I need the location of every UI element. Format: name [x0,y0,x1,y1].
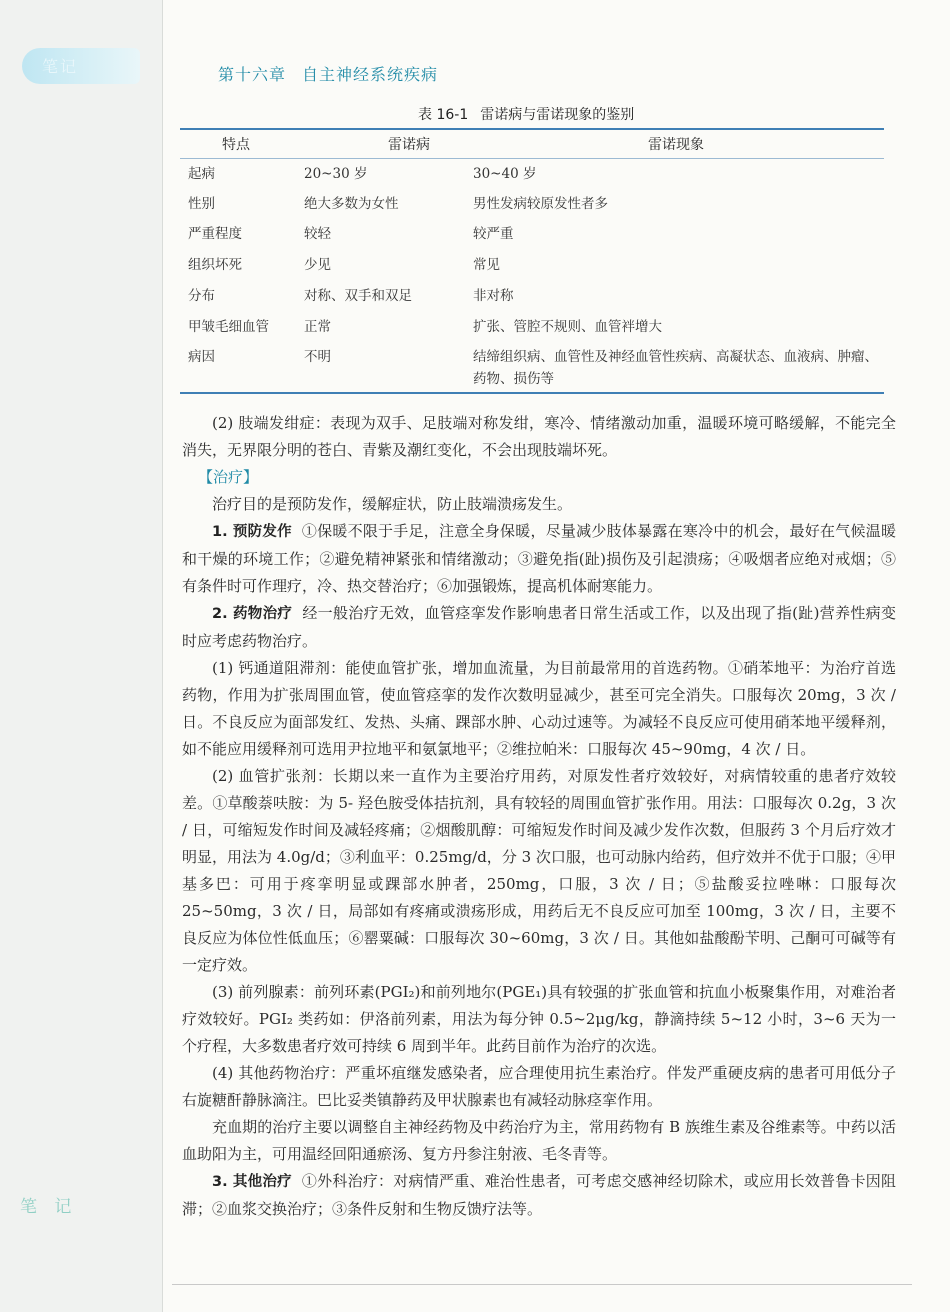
chapter-title: 自主神经系统疾病 [302,65,439,84]
table-cell: 正常 [304,319,331,335]
table-cell: 非对称 [473,288,514,304]
table-caption [418,104,634,124]
paragraph [182,1168,896,1223]
table-cell: 扩张、管腔不规则、血管袢增大 [473,319,662,335]
paragraph [182,518,896,600]
table-number: 表 16-1 [418,107,469,123]
table-cell: 组织坏死 [188,257,242,273]
table-header-rule [180,158,884,159]
table-cell: 较轻 [304,226,331,242]
table-cell: 常见 [473,257,500,273]
table-cell: 20~30 岁 [304,166,368,182]
margin-note-tab-label: 笔记 [42,57,79,76]
paragraph-text: 经一般治疗无效，血管痉挛发作影响患者日常生活或工作，以及出现了指(趾)营养性病变时应考虑药物治疗。 [182,604,896,650]
page-bottom-rule [172,1284,912,1285]
table-cell: 不明 [304,349,331,365]
paragraph-text: ①保暖不限于手足，注意全身保暖，尽量减少肢体暴露在寒冷中的机会，最好在气候温暖和干燥的环境工作；②避免精神紧张和情绪激动；③避免指(趾)损伤及引起溃疡；④吸烟者应绝对戒烟；⑤有条件时可作理疗，冷、热交替治疗；⑥加强锻炼，提高机体耐寒能力。 [182,522,896,595]
subheading-prevention: 1. 预防发作 [212,524,292,540]
paragraph: (4) 其他药物治疗：严重坏疽继发感染者，应合理使用抗生素治疗。伴发严重硬皮病的患者可用低分子右旋糖酐静脉滴注。巴比妥类镇静药及甲状腺素也有减轻动脉痉挛作用。 [182,1064,896,1109]
paragraph: 治疗目的是预防发作，缓解症状，防止肢端溃疡发生。 [212,495,573,513]
table-cell: 结缔组织病、血管性及神经血管性疾病、高凝状态、血液病、肿瘤、药物、损伤等 [473,349,878,387]
paragraph: (1) 钙通道阻滞剂：能使血管扩张，增加血流量，为目前最常用的首选药物。①硝苯地平：为治疗首选药物，作用为扩张周围血管，使血管痉挛的发作次数明显减少，甚至可完全消失。口服每次 20mg，3 次 / 日。不良反应为面部发红、发热、头痛、踝部水肿、心动过速等。为减轻不良反应可使用硝苯地平缓释剂，如不能应用缓释剂可选用尹拉地平和氨氯地平；②维拉帕米：口服每次 45~90mg，4 次 / 日。 [182,659,896,758]
table-bottom-rule [180,392,884,394]
table-cell: 起病 [188,166,215,182]
paragraph [182,600,896,655]
table-header-raynaud-disease: 雷诺病 [388,137,430,153]
table-cell: 分布 [188,288,215,304]
paragraph-text: ①外科治疗：对病情严重、难治性患者，可考虑交感神经切除术，或应用长效普鲁卡因阻滞；②血浆交换治疗；③条件反射和生物反馈疗法等。 [182,1172,896,1218]
paragraph: 充血期的治疗主要以调整自主神经药物及中药治疗为主，常用药物有 B 族维生素及谷维素等。中药以活血助阳为主，可用温经回阳通瘀汤、复方丹参注射液、毛冬青等。 [182,1118,896,1163]
subheading-other-therapy: 3. 其他治疗 [212,1174,292,1190]
chapter-number: 第十六章 [218,65,287,84]
paragraph: (2) 血管扩张剂：长期以来一直作为主要治疗用药，对原发性者疗效较好，对病情较重的患者疗效较差。①草酸萘呋胺：为 5- 羟色胺受体拮抗剂，具有较轻的周围血管扩张作用。用法：口服每次 0.2g，3 次 / 日，可缩短发作时间及减轻疼痛；②烟酸肌醇：可缩短发作时间及减少发作次数，但服药 3 个月后疗效才明显，用法为 4.0g/d；③利血平：0.25mg/d，分 3 次口服，也可动脉内给药，但疗效并不优于口服；④甲基多巴：可用于疼挛明显或踝部水肿者，250mg，口服，3 次 / 日；⑤盐酸妥拉唑啉：口服每次 25~50mg，3 次 / 日，局部如有疼痛或溃疡形成，用药后无不良反应可加至 100mg，3 次 / 日，主要不良反应为体位性低血压；⑥罂粟碱：口服每次 30~60mg，3 次 / 日。其他如盐酸酚苄明、己酮可可碱等有一定疗效。 [182,767,896,974]
table-header-raynaud-phenomenon: 雷诺现象 [648,137,704,153]
margin-strip [0,0,163,1312]
table-cell: 严重程度 [188,226,242,242]
margin-note-tab [22,48,140,84]
table-header-feature: 特点 [222,137,250,153]
table-cell: 较严重 [473,226,514,242]
body-text [182,410,896,1223]
paragraph: (2) 肢端发绀症：表现为双手、足肢端对称发绀，寒冷、情绪激动加重，温暖环境可略缓解，不能完全消失，无界限分明的苍白、青紫及潮红变化，不会出现肢端坏死。 [182,414,896,459]
paragraph: (3) 前列腺素：前列环素(PGI₂)和前列地尔(PGE₁)具有较强的扩张血管和抗血小板聚集作用，对难治者疗效较好。PGI₂ 类药如：伊洛前列素，用法为每分钟 0.5~2μg/kg，静滴持续 5~12 小时，3~6 天为一个疗程，大多数患者疗效可持续 6 周到半年。此药目前作为治疗的次选。 [182,983,896,1055]
table-cell: 甲皱毛细血管 [188,319,269,335]
table-top-rule [180,128,884,130]
margin-note-label: 笔 记 [20,1197,78,1217]
table-cell: 性别 [188,196,215,212]
table-cell: 30~40 岁 [473,166,537,182]
table-cell: 病因 [188,349,215,365]
table-cell: 绝大多数为女性 [304,196,399,212]
table-cell: 男性发病较原发性者多 [473,196,608,212]
subheading-drug-therapy: 2. 药物治疗 [212,606,293,622]
chapter-header [218,62,438,85]
table-cell: 少见 [304,257,331,273]
section-heading-treatment: 【治疗】 [198,468,259,486]
table-cell: 对称、双手和双足 [304,288,412,304]
table-title: 雷诺病与雷诺现象的鉴别 [480,107,635,123]
